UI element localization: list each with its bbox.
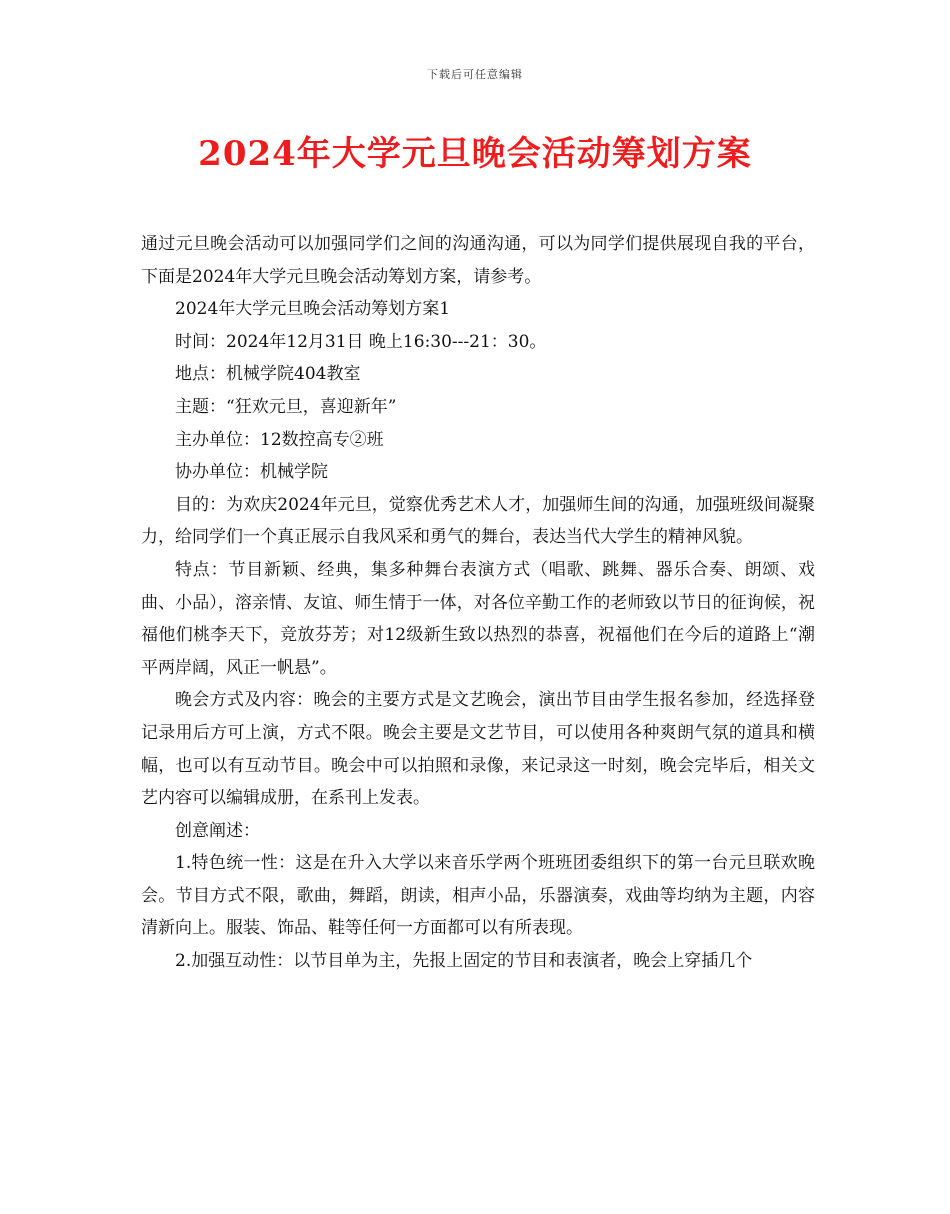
intro-paragraph: 通过元旦晚会活动可以加强同学们之间的沟通沟通，可以为同学们提供展现自我的平台，下面是2024年大学元旦晚会活动筹划方案，请参考。 bbox=[141, 234, 815, 287]
purpose-paragraph: 目的：为欢庆2024年元旦，觉察优秀艺术人才，加强师生间的沟通，加强班级间凝聚力，给同学们一个真正展示自我风采和勇气的舞台，表达当代大学生的精神风貌。 bbox=[141, 494, 815, 548]
creative-item-2: 2.加强互动性：以节目单为主，先报上固定的节目和表演者，晚会上穿插几个 bbox=[175, 951, 753, 972]
host-line: 主办单位：12数控高专②班 bbox=[175, 429, 384, 450]
creative-item-1: 1.特色统一性：这是在升入大学以来音乐学两个班班团委组织下的第一台元旦联欢晚会。节目方式不限，歌曲，舞蹈，朗读，相声小品，乐器演奏，戏曲等均纳为主题，内容清新向上。服装、饰品、鞋等任何一方面都可以有所表现。 bbox=[141, 853, 815, 939]
format-paragraph: 晚会方式及内容：晚会的主要方式是文艺晚会，演出节目由学生报名参加，经选择登记录用后方可上演，方式不限。晚会主要是文艺节目，可以使用各种爽朗气氛的道具和横幅，也可以有互动节目。晚会中可以拍照和录像，来记录这一时刻，晚会完毕后，相关文艺内容可以编辑成册，在系刊上发表。 bbox=[141, 690, 815, 809]
theme-line: 主题：“狂欢元旦，喜迎新年” bbox=[175, 396, 397, 417]
co-host-line: 协办单位：机械学院 bbox=[175, 462, 328, 483]
features-paragraph: 特点：节目新颖、经典，集多种舞台表演方式（唱歌、跳舞、器乐合奏、朗颂、戏曲、小品），溶亲情、友谊、师生情于一体，对各位辛勤工作的老师致以节日的征询候，祝福他们桃李天下，竞放芬芳；对12级新生致以热烈的恭喜，祝福他们在今后的道路上“潮平两岸阔，风正一帆悬”。 bbox=[141, 559, 815, 678]
document-body bbox=[141, 228, 815, 978]
plan-heading: 2024年大学元旦晚会活动筹划方案1 bbox=[175, 299, 451, 320]
time-line: 时间：2024年12月31日 晚上16:30---21：30。 bbox=[175, 331, 547, 352]
page-header-note: 下载后可任意编辑 bbox=[427, 68, 523, 81]
creative-heading: 创意阐述： bbox=[175, 820, 260, 841]
location-line: 地点：机械学院404教室 bbox=[175, 364, 361, 385]
document-title: 2024年大学元旦晚会活动筹划方案 bbox=[198, 134, 752, 174]
